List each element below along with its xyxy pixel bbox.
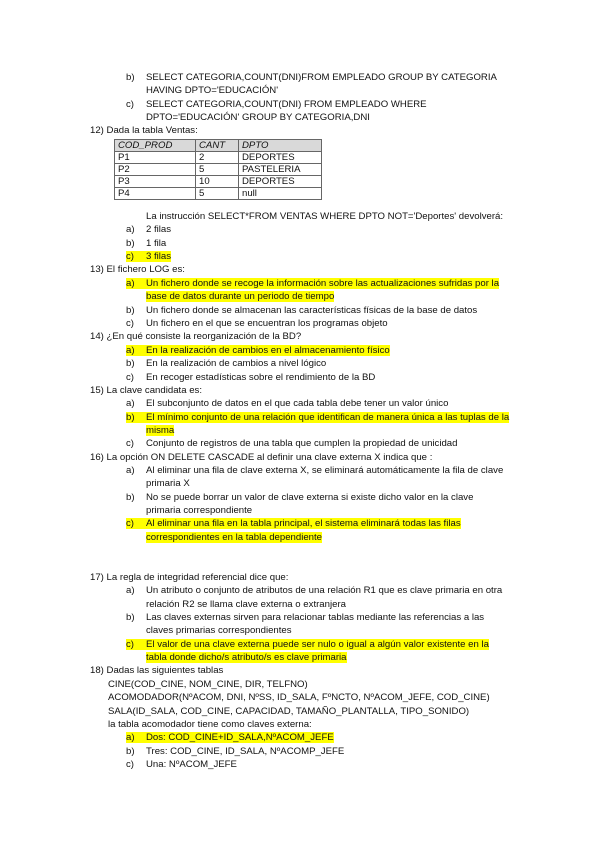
q12-title: 12) Dada la tabla Ventas: [90,125,198,136]
table-row [115,164,322,176]
table-cell: DEPORTES [239,176,322,188]
q16-option-c: c) Al eliminar una fila en la tabla principal, el sistema eliminará todas las filas [126,518,461,529]
table-row [115,152,322,164]
table-cell: P4 [115,188,196,200]
q16-option-b-cont: primaria correspondiente [146,505,253,516]
q17-option-c: c) El valor de una clave externa puede ser nulo o igual a algún valor existente en la [126,639,489,650]
q16-option-c-cont: correspondientes en la tabla dependiente [146,532,323,543]
q15-option-b: b) El mínimo conjunto de una relación que identifican de manera única a las tuplas de la [126,412,510,423]
q17-option-c-cont: tabla donde dicho/s atributo/s es clave primaria [146,652,347,663]
q14-option-c: c) En recoger estadísticas sobre el rendimiento de la BD [126,372,376,383]
q13-option-a: a) Un fichero donde se recoge la información sobre las actualizaciones sufridas por la [126,278,500,289]
q16-option-a-cont: primaria X [146,478,190,489]
q11-option-c: c) SELECT CATEGORIA,COUNT(DNI) FROM EMPLEADO WHERE [126,99,427,110]
q15-option-c: c) Conjunto de registros de una tabla que cumplen la propiedad de unicidad [126,438,458,449]
q13-option-c: c) Un fichero en el que se encuentran los programas objeto [126,318,388,329]
q18-stem: la tabla acomodador tiene como claves externa: [108,719,312,730]
q17-option-b: b) Las claves externas sirven para relacionar tablas mediante las referencias a las [126,612,485,623]
table-header: DPTO [239,140,322,152]
table-header: COD_PROD [115,140,196,152]
table-cell: PASTELERIA [239,164,322,176]
table-cell: P2 [115,164,196,176]
q12-option-b: b) 1 fila [126,238,167,249]
q18-option-c: c) Una: NºACOM_JEFE [126,759,237,770]
q11-option-b: b) SELECT CATEGORIA,COUNT(DNI)FROM EMPLEADO GROUP BY CATEGORIA [126,72,497,83]
q18-table-acomodador: ACOMODADOR(NºACOM, DNI, NºSS, ID_SALA, FºNCTO, NºACOM_JEFE, COD_CINE) [108,692,490,703]
q12-option-a: a) 2 filas [126,224,172,235]
q13-option-a-cont: base de datos durante un periodo de tiempo [146,291,335,302]
q14-option-b: b) En la realización de cambios a nivel lógico [126,358,327,369]
table-cell: 10 [196,176,239,188]
q17-option-a: a) Un atributo o conjunto de atributos de una relación R1 que es clave primaria en otra [126,585,503,596]
q11-option-b-cont: HAVING DPTO='EDUCACIÓN' [146,85,279,96]
q18-option-a: a) Dos: COD_CINE+ID_SALA,NºACOM_JEFE [126,732,334,743]
q15-option-a: a) El subconjunto de datos en el que cada tabla debe tener un valor único [126,398,449,409]
q17-title: 17) La regla de integridad referencial dice que: [90,572,289,583]
q15-option-b-cont: misma [146,425,175,436]
q13-title: 13) El fichero LOG es: [90,264,185,275]
table-header: CANT [196,140,239,152]
q17-option-a-cont: relación R2 se llama clave externa o extranjera [146,599,346,610]
q17-option-b-cont: claves primarias correspondientes [146,625,292,636]
q12-stem: La instrucción SELECT*FROM VENTAS WHERE DPTO NOT='Deportes' devolverá: [146,211,504,222]
q18-title: 18) Dadas las siguientes tablas [90,665,224,676]
table-header-row [115,140,322,152]
table-cell: DEPORTES [239,152,322,164]
q13-option-b: b) Un fichero donde se almacenan las características físicas de la base de datos [126,305,478,316]
q12-option-c: c) 3 filas [126,251,172,262]
ventas-table [114,139,322,200]
q15-title: 15) La clave candidata es: [90,385,203,396]
table-row [115,188,322,200]
table-cell: 5 [196,188,239,200]
table-cell: P3 [115,176,196,188]
table-row [115,176,322,188]
q16-title: 16) La opción ON DELETE CASCADE al definir una clave externa X indica que : [90,452,433,463]
q16-option-a: a) Al eliminar una fila de clave externa X, se eliminará automáticamente la fila de clave [126,465,504,476]
q11-option-c-cont: DPTO='EDUCACIÓN' GROUP BY CATEGORIA,DNI [146,112,370,123]
q16-option-b: b) No se puede borrar un valor de clave externa si existe dicho valor en la clave [126,492,474,503]
table-cell: null [239,188,322,200]
q14-title: 14) ¿En qué consiste la reorganización de la BD? [90,331,302,342]
q14-option-a: a) En la realización de cambios en el almacenamiento físico [126,345,390,356]
q18-table-sala: SALA(ID_SALA, COD_CINE, CAPACIDAD, TAMAÑO_PLANTALLA, TIPO_SONIDO) [108,706,470,717]
table-cell: 5 [196,164,239,176]
table-cell: P1 [115,152,196,164]
q18-table-cine: CINE(COD_CINE, NOM_CINE, DIR, TELFNO) [108,679,308,690]
table-cell: 2 [196,152,239,164]
q18-option-b: b) Tres: COD_CINE, ID_SALA, NºACOMP_JEFE [126,746,345,757]
